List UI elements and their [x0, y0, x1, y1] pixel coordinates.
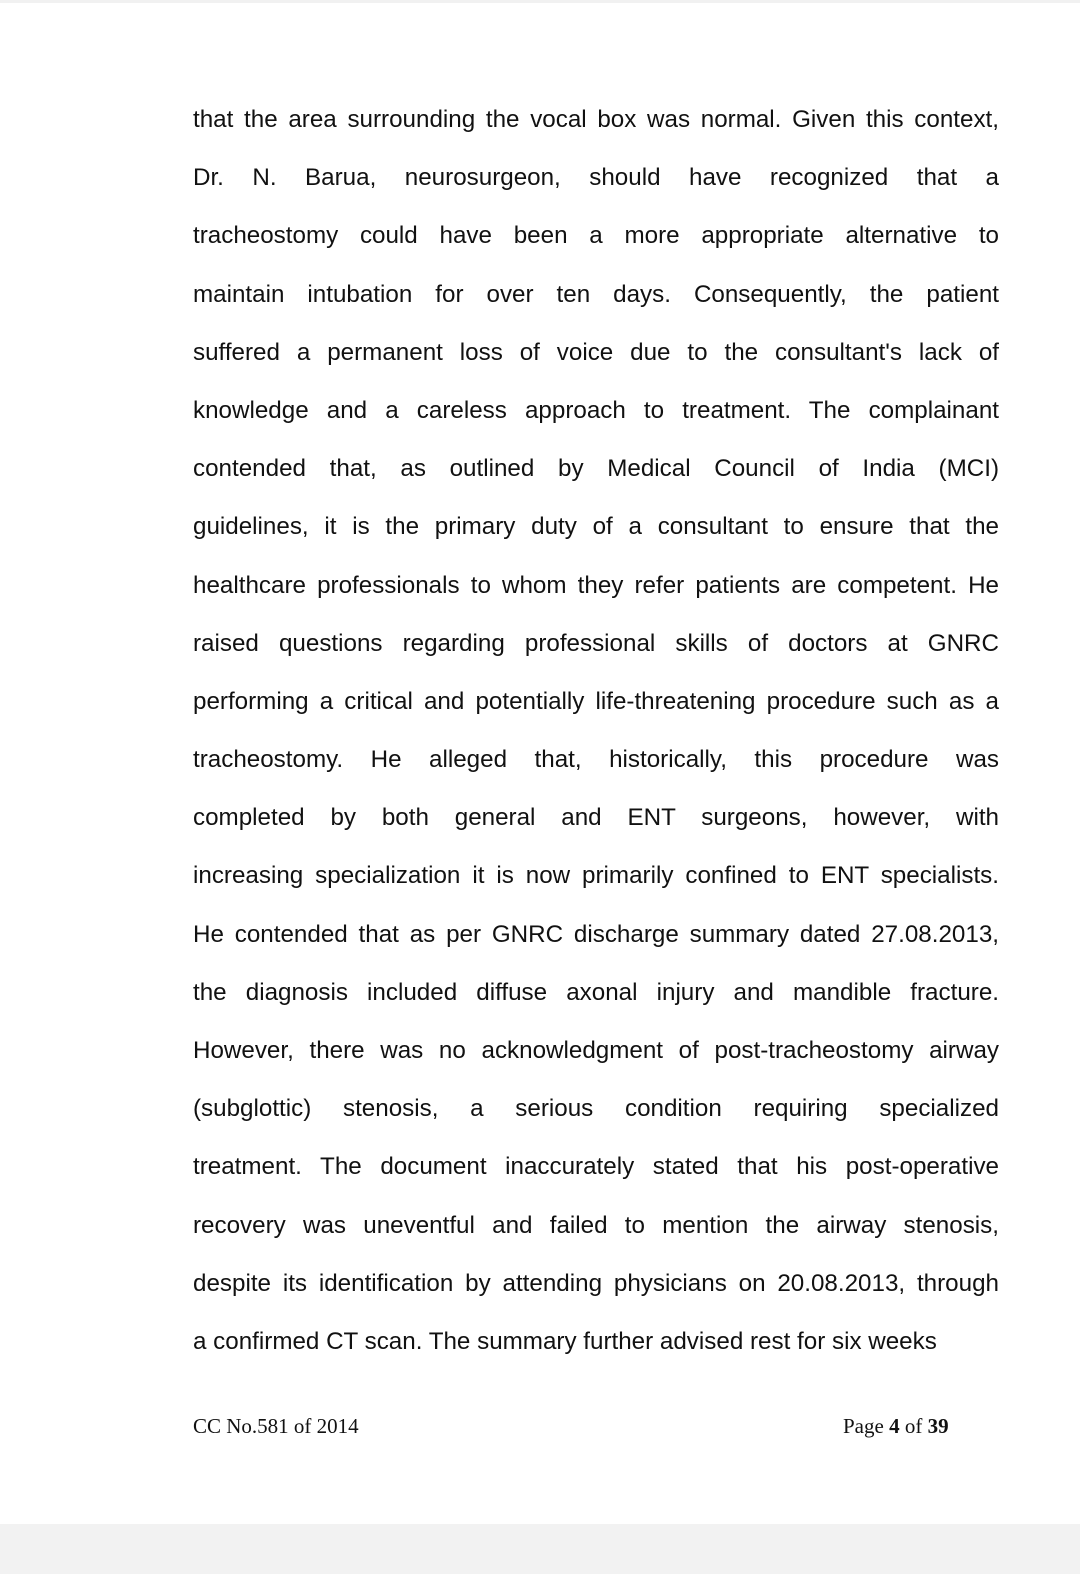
body-line: However, there was no acknowledgment of post-tracheostomy airway — [193, 1037, 999, 1064]
body-line: a confirmed CT scan. The summary further advised rest for six weeks — [193, 1327, 937, 1355]
body-line: increasing specialization it is now primarily confined to ENT specialists. — [193, 862, 999, 890]
body-line: contended that, as outlined by Medical Council of India (MCI) — [193, 455, 999, 483]
body-line: (subglottic) stenosis, a serious condition requiring specialized — [193, 1095, 999, 1123]
page-word: Page — [843, 1414, 884, 1438]
body-line: completed by both general and ENT surgeons, however, with — [193, 804, 999, 832]
page-of: of — [904, 1414, 923, 1438]
top-border — [0, 0, 1080, 3]
case-number: CC No.581 of 2014 — [193, 1414, 359, 1438]
body-line: recovery was uneventful and failed to mention the airway stenosis, — [193, 1211, 999, 1239]
body-line: that the area surrounding the vocal box was normal. Given this context, — [193, 106, 999, 133]
body-line: maintain intubation for over ten days. Consequently, the patient — [193, 280, 999, 308]
body-line: healthcare professionals to whom they refer patients are competent. He — [193, 571, 999, 599]
body-text — [193, 100, 999, 1380]
body-line: tracheostomy could have been a more appropriate alternative to — [193, 222, 999, 250]
body-line: the diagnosis included diffuse axonal injury and mandible fracture. — [193, 978, 999, 1006]
body-line: Dr. N. Barua, neurosurgeon, should have recognized that a — [193, 164, 999, 192]
body-line: He contended that as per GNRC discharge summary dated 27.08.2013, — [193, 920, 999, 948]
body-line: knowledge and a careless approach to treatment. The complainant — [193, 396, 999, 424]
body-line: treatment. The document inaccurately stated that his post-operative — [193, 1153, 999, 1181]
page-total: 39 — [927, 1414, 949, 1438]
page-number — [843, 1411, 949, 1441]
body-line: tracheostomy. He alleged that, historically, this procedure was — [193, 746, 999, 774]
bottom-border — [0, 1524, 1080, 1574]
body-line: despite its identification by attending physicians on 20.08.2013, through — [193, 1269, 999, 1297]
body-line: performing a critical and potentially life-threatening procedure such as a — [193, 687, 999, 715]
body-line: suffered a permanent loss of voice due to the consultant's lack of — [193, 338, 999, 366]
body-line: raised questions regarding professional skills of doctors at GNRC — [193, 629, 999, 657]
page-current: 4 — [889, 1414, 900, 1438]
body-line: guidelines, it is the primary duty of a consultant to ensure that the — [193, 513, 999, 541]
